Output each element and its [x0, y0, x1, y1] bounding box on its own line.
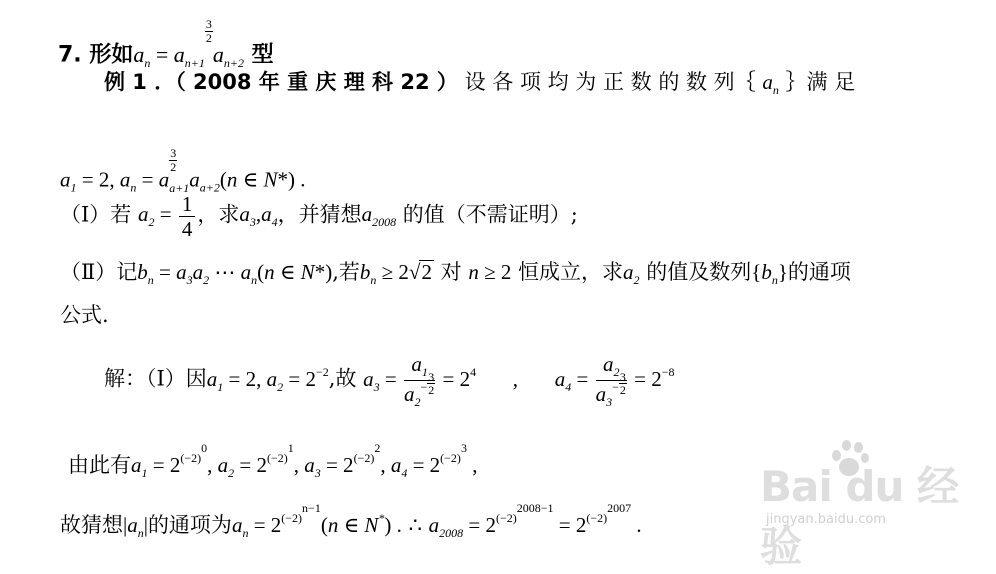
watermark-url: jingyan.baidu.com [766, 512, 886, 527]
part-two-a2: $a_2$ [623, 260, 640, 287]
conclude-values: $a_1 = 2^{(-2)^0}$, $a_2 = 2^{(-2)^1}$, $a_3 = 2^{(-2)^2}$, $a_4 = 2^{(-2)^3}$ , [131, 441, 478, 480]
solution-prefix: 解：（Ⅰ）因 [104, 366, 207, 391]
given-relation: $a_1 = 2$, $a_n = a$ $\frac{3}{2}$ $_{a+1}a_{a+2}(n$ ∈ N*) . [60, 146, 306, 195]
final-abs: $|a_n|$ [123, 513, 148, 540]
example-label: 例 1 ．（ 2008 年 重 庆 理 科 22 ） [104, 70, 458, 94]
part-one-end: 的值（不需证明）; [402, 202, 578, 227]
part-two-product: $b_n = a_3a_2$ ⋯ $a_n(n$ ∈ N*) [137, 260, 333, 287]
part-two-inequality: $b_n \ge 2√2$ [359, 260, 432, 287]
conclusion-line [68, 442, 477, 479]
final-general: 的通项为 [147, 513, 232, 537]
sequence-a-term: $a_n$ [762, 70, 779, 97]
part-two-term: 的通项 [787, 260, 851, 284]
baidu-watermark [760, 438, 980, 571]
part-two-range: n ≥ 2 [468, 260, 512, 284]
part-one-prefix: （Ⅰ）若 [60, 202, 132, 227]
part-one-a2008: $a_{2008}$ [361, 202, 397, 230]
solution-hence: ,故 [328, 366, 357, 391]
conclude-prefix: 由此有 [68, 453, 131, 477]
heading-text: 形如 [89, 42, 134, 68]
solution-a3: $a_3$ = $a_1$ $a_2^{- \frac{3}{2}}$ = $2^4$ [363, 352, 477, 409]
part-two-prefix: （Ⅱ）记 [60, 260, 138, 284]
part-one-mid: ，求 [197, 202, 240, 227]
part-one [60, 192, 578, 241]
part-two-bn: $\{b_n\}$ [751, 260, 788, 287]
solution-a4: $a_4$ = $a_2$ $a_3^{- \frac{3}{2}}$ = $2^{-8}$ [554, 352, 675, 409]
section-heading [58, 18, 274, 69]
example-text-end: ｝满 足 [785, 70, 856, 94]
final-a2008: $a_{2008} = 2^{(-2)^{2008-1}} = 2^{(-2)^{2007}}$ . [428, 501, 642, 540]
part-two [60, 260, 851, 286]
part-two-constant: 恒成立，求 [518, 260, 624, 284]
final-prefix: 故猜想 [60, 513, 123, 537]
part-one-condition: $a_2$ = $\frac{1}{4}$ [138, 202, 197, 226]
part-two-if: ,若 [332, 260, 360, 284]
example-text: 设 各 项 均 为 正 数 的 数 列｛ [464, 70, 756, 94]
part-one-guess: ，并猜想 [277, 202, 362, 227]
final-formula: $a_n = 2^{(-2)^{n-1}}(n$ ∈ N*) . [231, 501, 402, 540]
solution-given: $a_1 = 2$, $a_2 = 2^{-2}$ [206, 364, 329, 394]
final-line [60, 502, 642, 539]
example-line [104, 72, 855, 96]
part-one-targets: $a_3,a_4$ [239, 202, 278, 230]
solution-line: 解：（Ⅰ）因$a_1 = 2$, $a_2 = 2^{-2}$,故 $a_3$ = $a_1$ $a_2^{- \frac{3}{2}}$ = $2^4$ , $a_4$ = $a_2$ $a_3^{- \frac{3}{2}}$ = $2^{-8}$ [104, 352, 675, 409]
watermark-brand: Bai du 经验 [760, 462, 958, 571]
heading-number: 7. [58, 42, 82, 68]
heading-suffix: 型 [251, 42, 274, 68]
final-therefore: ∴ [408, 513, 422, 537]
part-two-value: 的值及数列 [646, 260, 752, 284]
heading-formula: $a_n = a_{n+1}$ $\frac{3}{2}$ $a_{n+2}$ [133, 17, 244, 70]
part-two-holds: 对 [440, 260, 462, 284]
part-two-cont: 公式. [60, 303, 109, 327]
